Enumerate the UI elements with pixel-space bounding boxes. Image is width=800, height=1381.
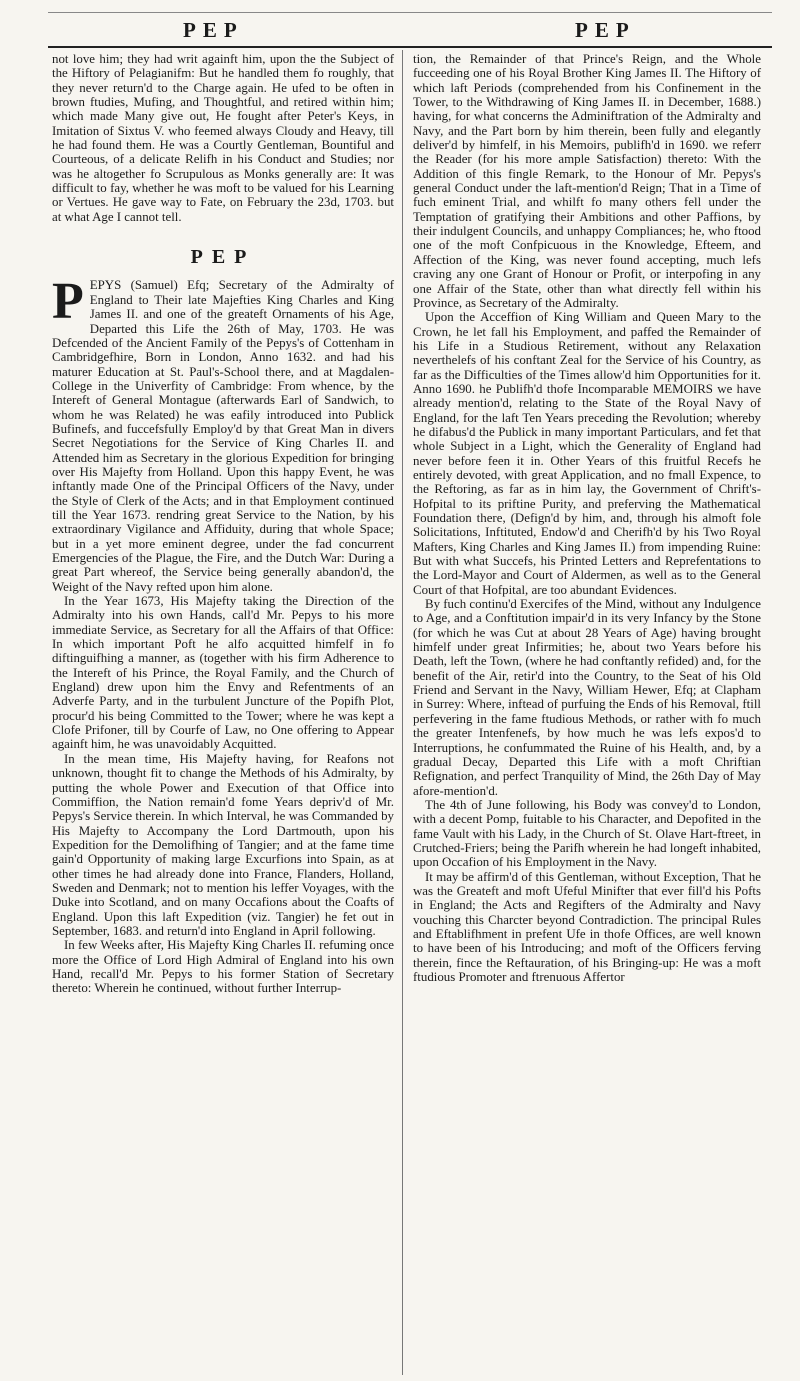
column-divider [402,50,403,1375]
paragraph: Upon the Acceffion of King William and Queen Mary to the Crown, he let fall his Employment, and paffed the Remainder of his Life in a Studious Retirement, without any Relaxation neverthelefs of his conftant Zeal for the Service of his Country, as far as the Difficulties of the Times allow'd him Opportunities for it. Anno 1690. he Publifh'd thofe Incomparable MEMOIRS we have already mention'd, relating to the State of the Royal Navy of England, for the laft Ten Years preceding the Revolution; whereby he difabus'd the Publick in many important Particulars, and fet that whole Subject in a Light, which the Generality of England had never before feen it in. Other Years of this fruitful Recefs he entirely devoted, with great Application, and no fmall Expence, to the Reftoring, as far as in him lay, the Government of Chrift's-Hofpital to its priftine Purity, and preferving the Mathematical Foundation there, (Defign'd by him, and, through his almoft fole Solicitations, Inftituted, Endow'd and Cherifh'd by his Two Royal Mafters, King Charles and King James II.) from impending Ruine: But with what Succefs, his Printed Letters and Reprefentations to the Lord-Mayor and Court of Aldermen, as well as to the General Court of that Hofpital, are too abundant Evidences. [413,310,761,597]
paragraph: In few Weeks after, His Majefty King Charles II. refuming once more the Office of Lord High Admiral of England into his own Hand, recall'd Mr. Pepys to his former Station of Secretary thereto: Wherein he continued, without further Interrup- [52,938,394,996]
paragraph: It may be affirm'd of this Gentleman, without Exception, That he was the Greateft and moft Ufeful Minifter that ever fill'd his Pofts in England; the Acts and Regifters of the Admiralty and Navy vouching this Charcter beyond Contradiction. The principal Rules and Eftablifhment in prefent Ufe in thofe Offices, are well known to have been of his Introducing; and moft of the Officers ferving therein, fince the Reftauration, of his Bringing-up: He was a moft ftudious Promoter and ftrenuous Affertor [413,869,761,984]
right-column [413,52,761,984]
left-column [52,52,394,996]
drop-cap: P [52,273,84,331]
top-rule [48,12,772,13]
header-rule [48,46,772,48]
running-head-right: PEP [575,18,636,42]
continued-paragraph: tion, the Remainder of that Prince's Reign, and the Whole fucceeding one of his Royal Brother King James II. The Hiftory of which laft Periods (comprehended from his Confinement in the Tower, to the Withdrawing of King James II. in December, 1688.) having, for what concerns the Adminiftration of the Admiralty and Navy, and the Part born by him therein, been fully and elegantly deliver'd by himfelf, in his Memoirs, publifh'd in 1690. we referr the Reader (for his more ample Satisfaction) thereto: With the Addition of this fingle Remark, to the Honour of Mr. Pepys's general Conduct under the laft-mention'd Reign; That in a Time of fuch eminent Trial, and whilft fo many others fell under the Temptation of gratifying their Ambitions and other Paffions, by their indulgent Councils, and unhappy Compliances; he, who ftood one of the moft Confpicuous in the Knowledge, Efteem, and Affection of the King, was never found accepting, much lefs craving any one Grant of Honour or Profit, or interpofing in any one Affair of the State, other than what directly fell within his Province, as Secretary of the Admiralty. [413,52,761,310]
entry-paragraph [52,273,394,594]
carryover-paragraph: not love him; they had writ againft him, upon the the Subject of the Hiftory of Pelagianifm: But he handled them fo roughly, that they never return'd to the Charge again. He ufed to be often in brown ftudies, Mufing, and Thoughtful, and retired within him; which made Many give out, He fought after Peter's Keys, in Imitation of Sixtus V. who feemed always Cloudy and Heavy, till he had found them. He was a Courtly Gentleman, Bountiful and Courteous, of a delicate Relifh in his Conduct and Studies; nor was he altogether fo Scrupulous as Monks generally are: It was difficult to fay, whether he was moft to be valued for his Learning or Vertues. He gave way to Fate, on February the 23d, 1703. but at what Age I cannot tell. [52,52,394,224]
section-title: PEP [190,246,256,269]
running-head-left: PEP [183,18,244,42]
paragraph: By fuch continu'd Exercifes of the Mind, without any Indulgence to Age, and a Conftitution impair'd in its very Infancy by the Stone (for which he was Cut at about 28 Years of Age) having brought himfelf under great Infirmities; he, about two Years before his Death, left the Town, (where he had conftantly refided) and, for the benefit of the Air, retir'd into the Country, to the Seat of his Old Friend and Servant in the Navy, William Hewer, Efq; at Clapham in Surrey: Where, inftead of purfuing the Ends of his Removal, ftill perfevering in the fame ftudious Methods, or rather with fo much the greater Intenfenefs, by how much he was lefs expos'd to Interruptions, he confummated the Ruine of his Health, and, by a gradual Decay, Departed this Life with a moft Chriftian Refignation, and perfect Tranquility of Mind, the 26th Day of May afore-mention'd. [413,597,761,798]
paragraph: In the Year 1673, His Majefty taking the Direction of the Admiralty into his own Hands, call'd Mr. Pepys to his more immediate Service, as Secretary for all the Affairs of that Office: In which important Poft he alfo acquitted himfelf in fo diftinguifhing a manner, as (together with his firm Adherence to the Intereft of his Prince, the Royal Family, and the Church of England) drew upon him the Envy and Refentments of an Adverfe Party, and in the turbulent Juncture of the Popifh Plot, procur'd his being Committed to the Tower; where he was kept a Clofe Prifoner, till by Courfe of Law, no One offering to Appear againft him, he was unavoidably Acquitted. [52,594,394,752]
paragraph: The 4th of June following, his Body was convey'd to London, with a decent Pomp, fuitable to his Character, and Depofited in the fame Vault with his Lady, in the Church of St. Olave Hart-ftreet, in Crutched-Friers; being the Parifh wherein he had longeft inhabited, upon Occafion of his Employment in the Navy. [413,797,761,870]
entry-text: EPYS (Samuel) Efq; Secretary of the Admiralty of England to Their late Majefties King Charles and King James II. and one of the greateft Ornaments of his Age, Departed this Life the 26th of May, 1703. He was Defcended of the Ancient Family of the Pepys's of Cottenham in Cambridgefhire, Born in London, Anno 1632. and had his maturer Education at St. Paul's-School there, and at Magdalen-College in the Univerfity of Cambridge: From whence, by the Intereft of General Montague (afterwards Earl of Sandwich, to whom he was Related) he was eafily introduced into Publick Bufinefs, and fuccefsfully Employ'd by that Great Man in divers Secret Negotiations for the Service of King Charles II. and Attended him as Secretary in the glorious Expedition for bringing over His Majefty from Holland. Upon this happy Event, he was inftantly made One of the Principal Officers of the Navy, under the Style of Clerk of the Acts; and in that Employment continued till the Year 1673. rendring great Service to the Nation, by his extraordinary Vigilance and Affiduity, during that whole Space; but in a yet more eminent degree, under the fad concurrent Emergencies of the Plague, the Fire, and the Dutch War: During a great Part whereof, the Service being generally abandon'd, the Weight of the Navy refted upon him alone. [52,278,394,594]
paragraph: In the mean time, His Majefty having, for Reafons not unknown, thought fit to change the Methods of his Admiralty, by putting the whole Power and Execution of that Office into Commiffion, the Nation remain'd fome Years depriv'd of Mr. Pepys's Service therein. In which Interval, he was Commanded by His Majefty to Accompany the Lord Dartmouth, upon his Expedition for the Demolifhing of Tangier; and at the fame time gain'd Opportunity of making large Excurfions into Spain, as at other times he had already done into France, Flanders, Holland, Sweden and Denmark; not to mention his leffer Voyages, with the Duke into Scotland, and on many Occafions about the Coafts of England. Upon this laft Expedition (viz. Tangier) he fet out in September, 1683. and return'd into England in April following. [52,751,394,938]
